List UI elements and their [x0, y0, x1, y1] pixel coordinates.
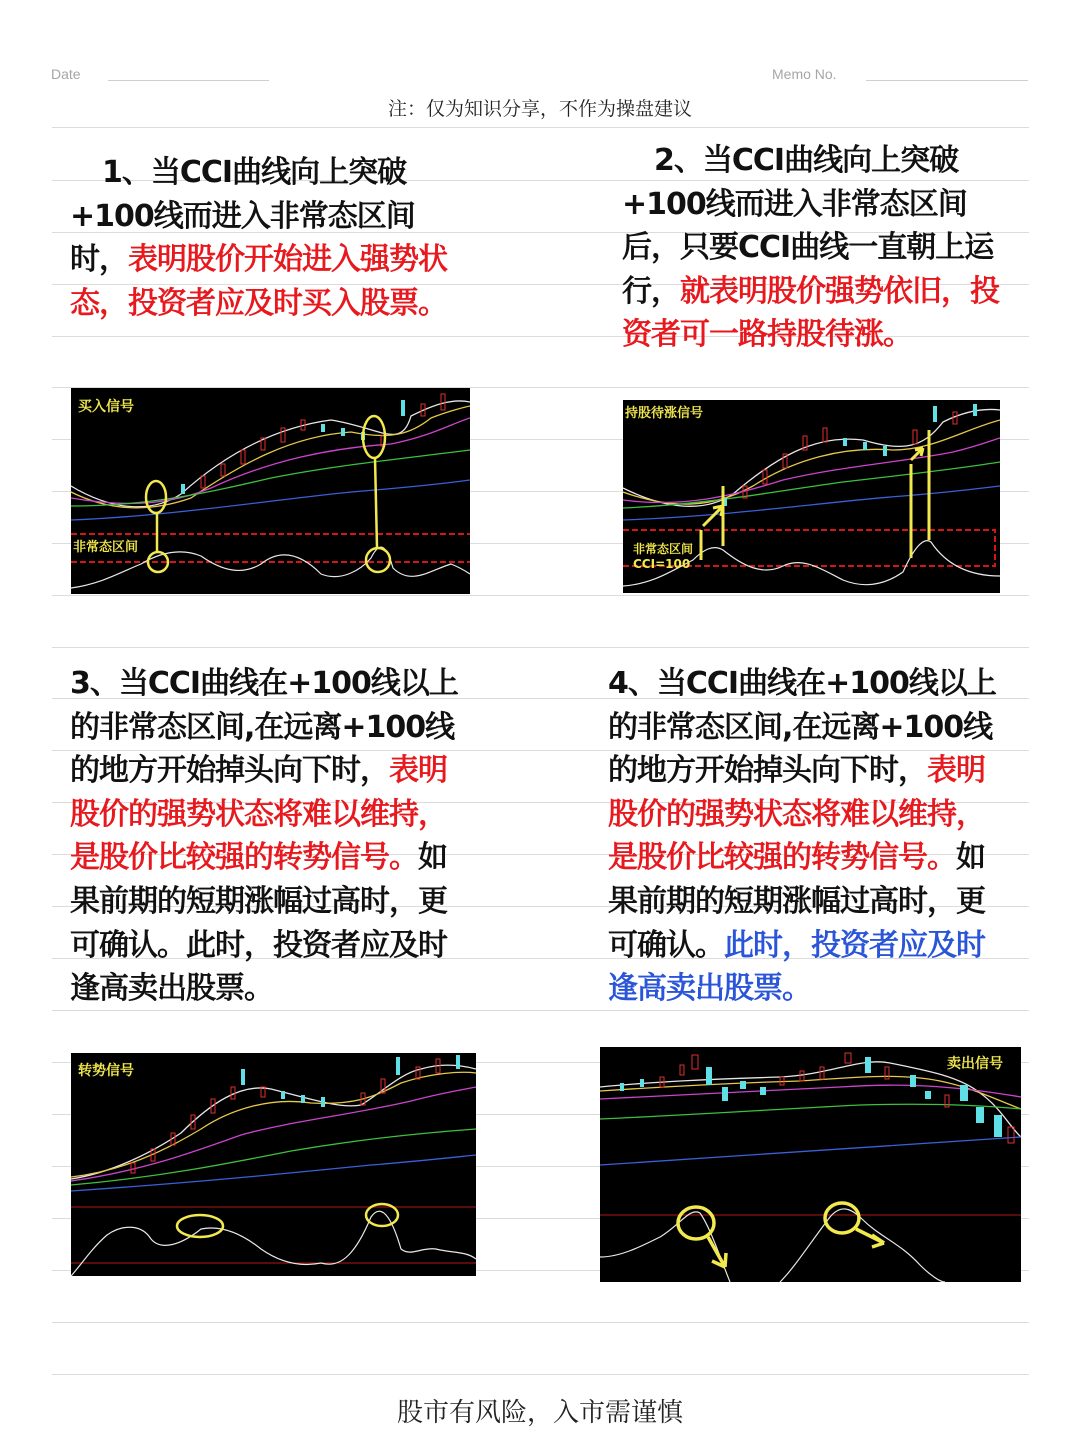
- section-4-text: [608, 662, 1048, 1011]
- ruled-line: [52, 127, 1029, 128]
- chart-3-title: 转势信号: [78, 1063, 134, 1079]
- section-2-text: [622, 139, 1042, 357]
- memo-field-line: [866, 80, 1028, 81]
- memo-label: Memo No.: [772, 66, 837, 82]
- chart-2-zone-label: 非常态区间: [633, 542, 694, 556]
- section-4-tail: 如 果前期的短期涨幅过高时，更 可确认。: [608, 840, 985, 963]
- disclaimer-notice: 注：仅为知识分享，不作为操盘建议: [387, 98, 692, 120]
- section-4-blue: 此时，投资者应及时 逢高卖出股票。: [608, 927, 985, 1007]
- section-3-text: [70, 662, 510, 1011]
- section-1-red: 表明股价开始进入强势状 态，投资者应及时买入股票。: [70, 242, 447, 321]
- ruled-line: [52, 1374, 1029, 1375]
- chart-2-cci-label: CCI=100: [633, 557, 691, 571]
- chart-hold-signal: [623, 400, 1000, 593]
- ruled-line: [52, 647, 1029, 648]
- section-1-text: [70, 151, 500, 325]
- date-label: Date: [51, 66, 81, 82]
- section-3-tail: 如 果前期的短期涨幅过高时，更 可确认。此时，投资者应及时 逢高卖出股票。: [70, 840, 447, 1007]
- section-4-red: 表明 股价的强势状态将难以维持， 是股价比较强的转势信号。: [608, 753, 985, 876]
- ruled-line: [52, 1322, 1029, 1323]
- chart-buy-signal: [71, 388, 470, 594]
- chart-sell-signal: [600, 1047, 1021, 1282]
- section-3-red: 表明 股价的强势状态将难以维持， 是股价比较强的转势信号。: [70, 753, 447, 876]
- chart-2-title: 持股待涨信号: [625, 406, 704, 421]
- chart-1-zone-label: 非常态区间: [73, 540, 139, 555]
- section-2-black: 2、当CCI曲线向上突破 +100线而进入非常态区间 后，只要CCI曲线一直朝上运 行，: [622, 143, 994, 309]
- chart-turn-signal: [71, 1053, 476, 1276]
- section-2-red: 就表明股价强势依旧，投 资者可一路持股待涨。: [622, 273, 999, 353]
- section-1-black: 1、当CCI曲线向上突破 +100线而进入非常态区间 时，: [70, 155, 415, 278]
- date-field-line: [108, 80, 269, 81]
- section-3-black: 3、当CCI曲线在+100线以上 的非常态区间,在远离+100线 的地方开始掉头向下时，: [70, 666, 458, 789]
- chart-1-title: 买入信号: [78, 399, 134, 415]
- chart-4-title: 卖出信号: [947, 1056, 1003, 1072]
- risk-footer: 股市有风险，入市需谨慎: [396, 1398, 683, 1428]
- section-4-black: 4、当CCI曲线在+100线以上 的非常态区间,在远离+100线 的地方开始掉头向下时，: [608, 666, 996, 789]
- ruled-line: [52, 595, 1029, 596]
